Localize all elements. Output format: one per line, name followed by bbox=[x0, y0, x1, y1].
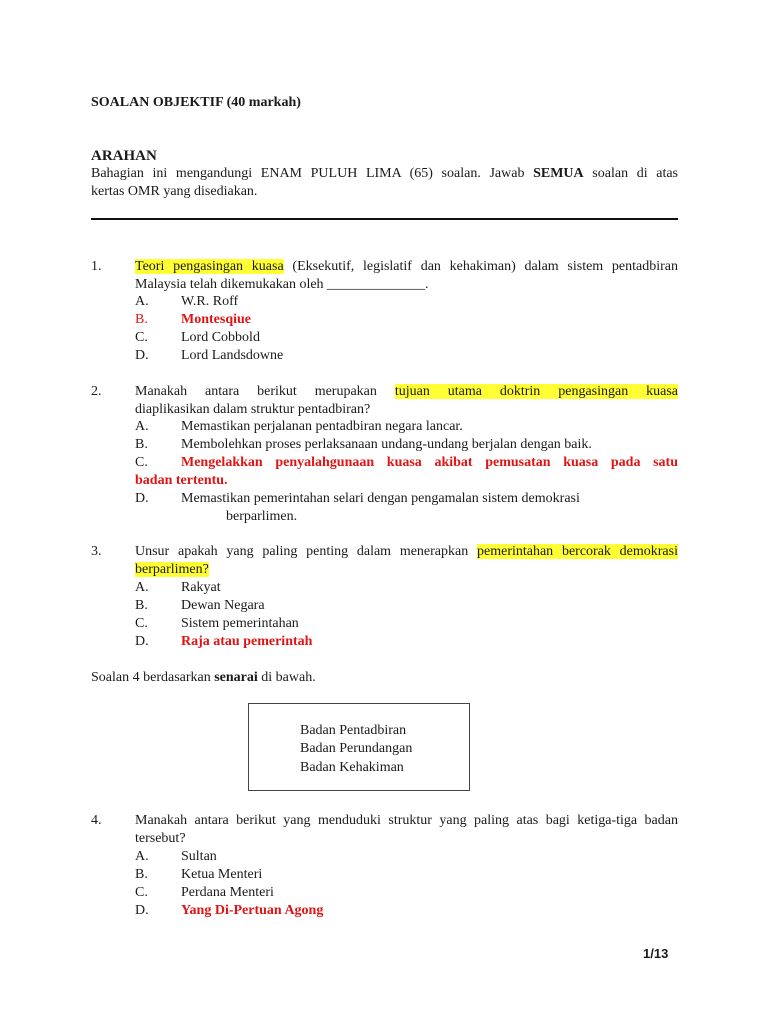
question-1-line-1: Teori pengasingan kuasa (Eksekutif, legislatif dan kehakiman) dalam sistem pentadbiran bbox=[135, 259, 679, 274]
stimulus-item-2: Badan Perundangan bbox=[300, 741, 413, 756]
q3-option-a-text: Rakyat bbox=[181, 580, 221, 595]
instructions-line-1: Bahagian ini mengandungi ENAM PULUH LIMA (65) soalan. Jawab SEMUA soalan di atas bbox=[91, 166, 678, 181]
q1-option-b-text: Montesqiue bbox=[181, 312, 251, 327]
q1-option-d-text: Lord Landsdowne bbox=[181, 348, 284, 363]
question-4-line-2: tersebut? bbox=[135, 831, 186, 846]
question-2-line-2: diaplikasikan dalam struktur pentadbiran? bbox=[135, 402, 371, 417]
question-2-line-1: Manakah antara berikut merupakan tujuan utama doktrin pengasingan kuasa bbox=[135, 384, 679, 399]
q2-option-d-label: D. bbox=[135, 491, 149, 506]
q1-option-b-label: B. bbox=[135, 312, 148, 327]
q1-option-c-text: Lord Cobbold bbox=[181, 330, 260, 345]
question-1-line-2: Malaysia telah dikemukakan oleh ______________. bbox=[135, 277, 429, 292]
q4-option-b-text: Ketua Menteri bbox=[181, 867, 263, 882]
q3-option-c-text: Sistem pemerintahan bbox=[181, 616, 299, 631]
q1-option-a-text: W.R. Roff bbox=[181, 294, 239, 309]
q3-option-a-label: A. bbox=[135, 580, 149, 595]
stimulus-intro: Soalan 4 berdasarkan senarai di bawah. bbox=[91, 670, 316, 685]
q2-option-d-text: Memastikan pemerintahan selari dengan pengamalan sistem demokrasi bbox=[181, 491, 580, 506]
q2-option-d-text-cont: berparlimen. bbox=[226, 509, 298, 524]
q3-option-d-text: Raja atau pemerintah bbox=[181, 634, 313, 649]
q1-option-c-label: C. bbox=[135, 330, 148, 345]
q1-option-d-label: D. bbox=[135, 348, 149, 363]
question-3-line-2: berparlimen? bbox=[135, 562, 209, 577]
q2-option-b-label: B. bbox=[135, 437, 148, 452]
question-4-number: 4. bbox=[91, 813, 102, 828]
q3-option-d-label: D. bbox=[135, 634, 149, 649]
question-3-number: 3. bbox=[91, 544, 102, 559]
q2-option-a-label: A. bbox=[135, 419, 149, 434]
page-number: 1/13 bbox=[643, 946, 669, 961]
q2-option-a-text: Memastikan perjalanan pentadbiran negara lancar. bbox=[181, 419, 463, 434]
q1-option-a-label: A. bbox=[135, 294, 149, 309]
q4-option-c-label: C. bbox=[135, 885, 148, 900]
q4-option-c-text: Perdana Menteri bbox=[181, 885, 274, 900]
question-1-number: 1. bbox=[91, 259, 102, 274]
q2-option-c-text: Mengelakkan penyalahgunaan kuasa akibat pemusatan kuasa pada satu bbox=[181, 455, 678, 470]
section-title: SOALAN OBJEKTIF (40 markah) bbox=[91, 95, 301, 110]
stimulus-item-3: Badan Kehakiman bbox=[300, 760, 404, 775]
q2-option-c-text-cont: badan tertentu. bbox=[135, 473, 228, 488]
q4-option-d-text: Yang Di-Pertuan Agong bbox=[181, 903, 324, 918]
q3-option-b-text: Dewan Negara bbox=[181, 598, 265, 613]
stimulus-item-1: Badan Pentadbiran bbox=[300, 723, 407, 738]
q4-option-b-label: B. bbox=[135, 867, 148, 882]
q2-option-b-text: Membolehkan proses perlaksanaan undang-undang berjalan dengan baik. bbox=[181, 437, 592, 452]
question-2-number: 2. bbox=[91, 384, 102, 399]
instructions-heading: ARAHAN bbox=[91, 148, 157, 164]
q4-option-a-text: Sultan bbox=[181, 849, 217, 864]
question-4-line-1: Manakah antara berikut yang menduduki struktur yang paling atas bagi ketiga-tiga badan bbox=[135, 813, 678, 828]
question-3-line-1: Unsur apakah yang paling penting dalam menerapkan pemerintahan bercorak demokrasi bbox=[135, 544, 678, 559]
q4-option-d-label: D. bbox=[135, 903, 149, 918]
divider-rule bbox=[91, 218, 678, 220]
q3-option-c-label: C. bbox=[135, 616, 148, 631]
instructions-line-2: kertas OMR yang disediakan. bbox=[91, 184, 258, 199]
q3-option-b-label: B. bbox=[135, 598, 148, 613]
q4-option-a-label: A. bbox=[135, 849, 149, 864]
q2-option-c-label: C. bbox=[135, 455, 148, 470]
